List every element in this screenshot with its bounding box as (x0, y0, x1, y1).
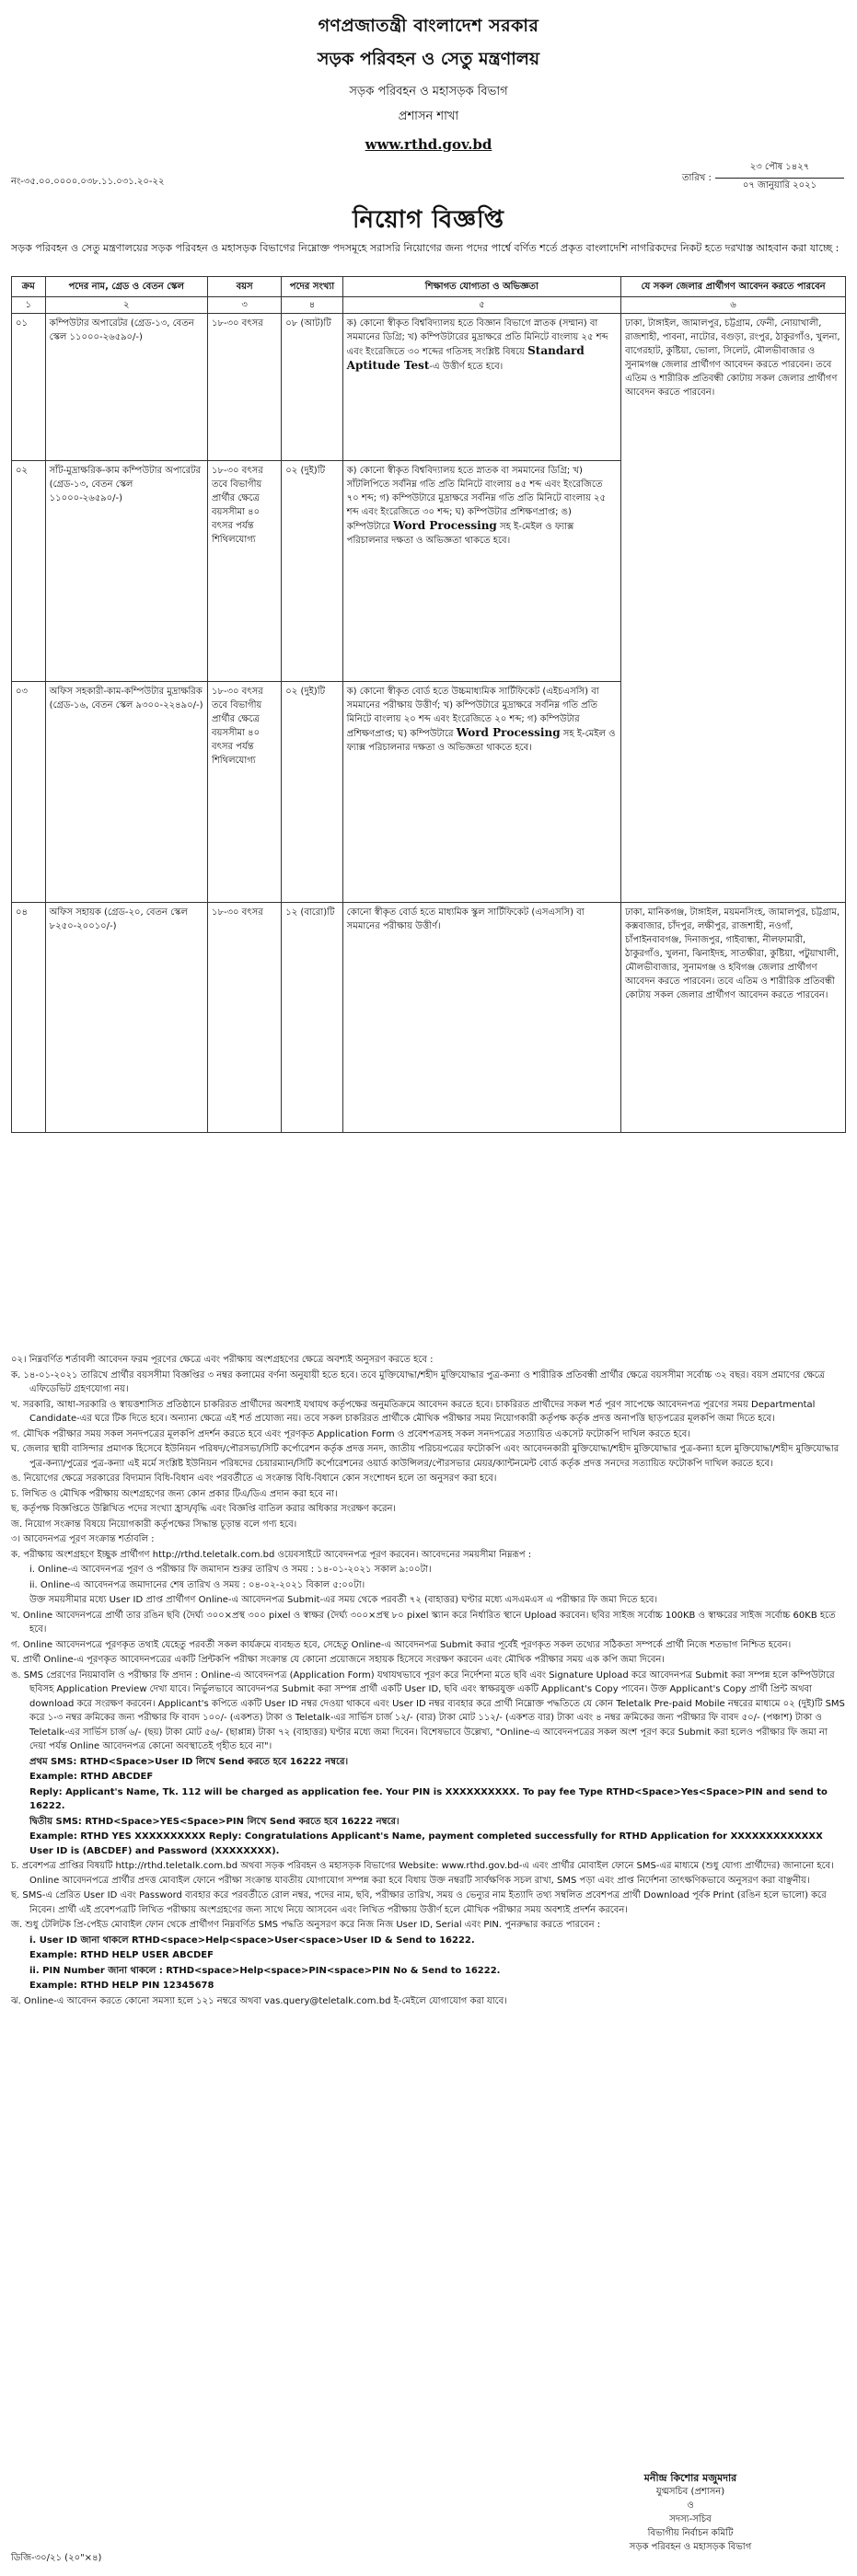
division-name: সড়ক পরিবহন ও মহাসড়ক বিভাগ (349, 85, 508, 98)
count-cell: ১২ (বারো)টি (282, 903, 342, 1133)
process-item: ছ. SMS-এ প্রেরিত User ID এবং Password ব্যবহার করে পরবর্তীতে রোল নম্বর, পদের নাম, ছবি, পরীক্ষার তারিখ, সময় ও ভেন্যুর নাম ইত্যাদি তথ্য সম্বলিত প্রবেশপত্র প্রার্থী Download পূর্বক Print (রঙিন হলে ভালো) করে নিবেন। প্রার্থী এই প্রবেশপত্রটি লিখিত পরীক্ষায় অংশগ্রহণের জন্য সাথে নিয়ে আসবেন এবং লিখিত পরীক্ষায় উত্তীর্ণ হলে মৌখিক পরীক্ষার সময় অবশ্যই প্রদর্শন করবেন। (11, 1890, 827, 1915)
process-item: চ. প্রবেশপত্র প্রাপ্তির বিষয়টি http://rthd.teletalk.com.bd অথবা সড়ক পরিবহন ও মহাসড়ক বিভাগের Website: www.rthd.gov.bd-এ এবং প্রার্থীর মোবাইল ফোনে SMS-এর মাধ্যমে (শুধু যোগ্য প্রার্থীদের) জানানো হবে। Online আবেদনপত্রে প্রার্থীর প্রদত্ত মোবাইল ফোনে পরীক্ষা সংক্রান্ত যাবতীয় যোগাযোগ সম্পন্ন করা হবে বিধায় উক্ত নম্বরটি সার্বক্ষণিক সচল রাখা, SMS পড়া এবং প্রাপ্ত নির্দেশনা তাৎক্ষণিকভাবে অনুসরণ করা বাঞ্ছনীয়। (11, 1861, 834, 1886)
num-cell: ৩ (207, 297, 281, 314)
qual-text: ক) কোনো স্বীকৃত বিশ্ববিদ্যালয় হতে বিজ্ঞান বিভাগে স্নাতক (সম্মান) বা সমমানের ডিগ্রি; খ) কম্পিউটারের মুদ্রাক্ষরে প্রতি মিনিটে বাংলায় ২৫ শব্দ এবং ইংরেজিতে ৩০ শব্দের গতিসহ সংশ্লিষ্ট বিষয়ে (346, 318, 608, 357)
process-item: i. Online-এ আবেদনপত্র পূরণ ও পরীক্ষার ফি জমাদান শুরুর তারিখ ও সময় : ১৪-০১-২০২১ সকাল ৯:০০টা। (29, 1565, 432, 1575)
reference-row (11, 155, 846, 191)
process-title: ৩। আবেদনপত্র পূরণ সংক্রান্ত শর্তাবলি : (11, 1534, 155, 1544)
table-header-row (12, 277, 846, 297)
table-number-row (12, 297, 846, 314)
col-serial: ক্রম (12, 277, 46, 297)
date-bangla: ২৩ পৌষ ১৪২৭ (715, 160, 844, 179)
process-item: ঙ. SMS প্রেরণের নিয়মাবলি ও পরীক্ষার ফি প্রদান : Online-এ আবেদনপত্র (Application Form) যথাযথভাবে পূরণ করে নির্দেশনা মতে ছবি এবং Signature Upload করে আবেদনপত্র Submit করা সম্পন্ন হলে কম্পিউটারে ছবিসহ Application Preview দেখা যাবে। নির্ভুলভাবে আবেদনপত্র Submit করা সম্পন্ন প্রার্থী একটি User ID, ছবি এবং স্বাক্ষরযুক্ত একটি Applicant's Copy পাবেন। উক্ত Applicant's Copy প্রার্থী প্রিন্ট অথবা download করে সংরক্ষণ করবেন। Applicant's কপিতে একটি User ID নম্বর দেওয়া থাকবে এবং User ID নম্বর ব্যবহার করে প্রার্থী নিম্নোক্ত পদ্ধতিতে যে কোন Teletalk Pre-paid Mobile নম্বরের মাধ্যমে ০২ (দুই)টি SMS করে ১-৩ নম্বর ক্রমিকের জন্য পরীক্ষার ফি বাবদ ১০০/- (একশত) টাকা ও Teletalk-এর সার্ভিস চার্জ ১২/- (বার) টাকা মোট ১১২/- (একশত বার) টাকা এবং ৪ নম্বর ক্রমিকের জন্য পরীক্ষার ফি বাবদ ৫০/- (পঞ্চাশ) টাকা ও Teletalk-এর সার্ভিস চার্জ ৬/- (ছয়) টাকা মোট ৫৬/- (ছাপ্পান্ন) টাকা ৭২ (বাহাত্তর) ঘণ্টার মধ্যে জমা দিবেন। বিশেষভাবে উল্লেখ্য, "Online-এ আবেদনপত্রের সকল অংশ পূরণ করে Submit করা হলেও পরীক্ষার ফি জমা না দেয়া পর্যন্ত Online আবেদনপত্র কোনো অবস্থাতেই গৃহীত হবে না"। (11, 1669, 845, 1751)
terms-section (11, 1353, 846, 2009)
post-cell: অফিস সহায়ক (গ্রেড-২০, বেতন স্কেল ৮২৫০-২০০১০/-) (45, 903, 207, 1133)
col-count: পদের সংখ্যা (282, 277, 342, 297)
age-cell: ১৮-৩০ বৎসর (207, 314, 281, 461)
signatory-role: সদস্য-সচিব (669, 2514, 712, 2524)
government-name: গণপ্রজাতন্ত্রী বাংলাদেশ সরকার (318, 16, 539, 36)
post-cell: অফিস সহকারী-কাম-কম্পিউটার মুদ্রাক্ষরিক (গ্রেড-১৬, বেতন স্কেল ৯৩০০-২২৪৯০/-) (45, 682, 207, 903)
serial-cell: ০১ (12, 314, 46, 461)
post-cell: সাঁট-মুদ্রাক্ষরিক-কাম কম্পিউটার অপারেটর (গ্রেড-১৩, বেতন স্কেল ১১০০০-২৬৫৯০/-) (45, 461, 207, 682)
signatory-committee: বিভাগীয় নির্বাচন কমিটি (647, 2528, 734, 2538)
count-cell: ০২ (দুই)টি (282, 682, 342, 903)
qual-text-end: সহ ই-মেইল ও ফ্যাক্স পরিচালনার দক্ষতা ও অভিজ্ঞতা থাকতে হবে। (346, 729, 616, 753)
website-link[interactable]: www.rthd.gov.bd (365, 136, 492, 153)
qualification-cell (342, 314, 620, 461)
sms-example: Example: RTHD YES XXXXXXXXXX Reply: Congratulations Applicant's Name, payment completed successfully for RTHD Application for XXXXXXXXXXXXX User ID is (ABCDEF) and Password (XXXXXXXX). (29, 1831, 823, 1856)
signatory-designation: যুগ্মসচিব (প্রশাসন) (655, 2487, 725, 2497)
qualification-cell: কোনো স্বীকৃত বোর্ড হতে মাধ্যমিক স্কুল সার্টিফিকেট (এসএসসি) বা সমমানের পরীক্ষায় উত্তীর্ণ। (342, 903, 620, 1133)
num-cell: ১ (12, 297, 46, 314)
qualification-cell (342, 461, 620, 682)
col-districts: যে সকল জেলার প্রার্থীগণ আবেদন করতে পারবেন (621, 277, 846, 297)
process-item: ঝ. Online-এ আবেদন করতে কোনো সমস্যা হলে ১২১ নম্বরে অথবা vas.query@teletalk.com.bd ই-মেইলে যোগাযোগ করা যাবে। (11, 1995, 507, 2006)
age-cell: ১৮-৩০ বৎসর তবে বিভাগীয় প্রার্থীর ক্ষেত্রে বয়সসীমা ৪০ বৎসর পর্যন্ত শিথিলযোগ্য (207, 461, 281, 682)
help-example: Example: RTHD HELP USER ABCDEF (29, 1950, 214, 1960)
qual-text-end: -এ উত্তীর্ণ হতে হবে। (429, 362, 504, 372)
num-cell: ৬ (621, 297, 846, 314)
qual-text: ক) কোনো স্বীকৃত বিশ্ববিদ্যালয় হতে স্নাতক বা সমমানের ডিগ্রি; খ) সাঁটলিপিতে সর্বনিম্ন গতি প্রতি মিনিটে বাংলায় ৪৫ শব্দ এবং ইংরেজিতে ৭০ শব্দ; গ) কম্পিউটারে মুদ্রাক্ষরে সর্বনিম্ন গতি প্রতি মিনিটে বাংলায় ২৫ শব্দ এবং ইংরেজিতে ৩০ শব্দ; ঘ) কম্পিউটার প্রশিক্ষণপ্রাপ্ত; ঙ) কম্পিউটারে (346, 466, 607, 532)
table-row (12, 903, 846, 1133)
term-item: ঙ. নিয়োগের ক্ষেত্রে সরকারের বিদ্যমান বিধি-বিধান এবং পরবর্তীতে এ সংক্রান্ত বিধি-বিধানে কোন সংশোধন হলে তা অনুসরণ করা হবে। (11, 1473, 497, 1484)
qualification-cell (342, 682, 620, 903)
table-row (12, 314, 846, 461)
serial-cell: ০৪ (12, 903, 46, 1133)
process-item: ঘ. প্রার্থী Online-এ পূরণকৃত আবেদনপত্রের একটি প্রিন্টকপি পরীক্ষা সংক্রান্ত যে কোনো প্রয়োজনে সহায়ক হিসেবে সংরক্ষণ করবেন এবং মৌখিক পরীক্ষার সময় এক কপি জমা দিবেন। (11, 1655, 665, 1665)
process-item: ক. পরীক্ষায় অংশগ্রহণে ইচ্ছুক প্রার্থীগণ http://rthd.teletalk.com.bd ওয়েবসাইটে আবেদনপত্র পূরণ করবেন। আবেদনের সময়সীমা নিম্নরূপ : (11, 1549, 532, 1560)
qual-text: ক) কোনো স্বীকৃত বোর্ড হতে উচ্চমাধ্যমিক সার্টিফিকেট (এইচএসসি) বা সমমানের পরীক্ষায় উত্তীর্ণ; খ) কম্পিউটারে মুদ্রাক্ষরে সর্বনিম্ন গতি প্রতি মিনিটে বাংলায় ২০ শব্দ এবং ইংরেজিতে ২০ শব্দ; গ) কম্পিউটার প্রশিক্ষণপ্রাপ্ত; ঘ) কম্পিউটারে (346, 687, 599, 739)
count-cell: ০৮ (আট)টি (282, 314, 342, 461)
districts-cell: ঢাকা, মানিকগঞ্জ, টাঙ্গাইল, ময়মনসিংহ, জামালপুর, চট্টগ্রাম, কক্সবাজার, চাঁদপুর, লক্ষীপুর, রাজশাহী, নওগাঁ, চাঁপাইনবাবগঞ্জ, দিনাজপুর, গাইবান্ধা, নীলফামারী, ঠাকুরগাঁও, খুলনা, ঝিনাইদহ, সাতক্ষীরা, কুষ্টিয়া, পটুয়াখালী, মৌলভীবাজার, সুনামগঞ্জ ও হবিগঞ্জ জেলার প্রার্থীগণ আবেদন করতে পারবেন। তবে এতিম ও শারীরিক প্রতিবন্ধী কোটায় সকল জেলার প্রার্থীগণ আবেদন করতে পারবেন। (621, 903, 846, 1133)
term-item: জ. নিয়োগ সংক্রান্ত বিষয়ে নিয়োগকারী কর্তৃপক্ষের সিদ্ধান্ত চূড়ান্ত বলে গণ্য হবে। (11, 1519, 297, 1530)
posts-table (11, 276, 846, 1133)
num-cell: ৪ (282, 297, 342, 314)
qual-english: Standard Aptitude Test (346, 344, 585, 372)
signature-block (552, 2471, 828, 2554)
signatory-name: মনীন্দ্র কিশোর মজুমদার (643, 2472, 737, 2484)
sms-reply: Reply: Applicant's Name, Tk. 112 will be charged as application fee. Your PIN is XXXXXXXXXX. To pay fee Type RTHD<Space>Yes<Space>PIN and send to 16222. (29, 1786, 828, 1811)
num-cell: ২ (45, 297, 207, 314)
qual-text-end: সহ ই-মেইল ও ফ্যাক্স পরিচালনার দক্ষতা ও অভিজ্ঞতা থাকতে হবে। (346, 522, 574, 546)
serial-cell: ০২ (12, 461, 46, 682)
help-step: i. User ID জানা থাকলে RTHD<space>Help<space>User<space>User ID & Send to 16222. (29, 1935, 475, 1946)
page-title: নিয়োগ বিজ্ঞপ্তি (353, 206, 504, 234)
districts-cell: ঢাকা, টাঙ্গাইল, জামালপুর, চট্টগ্রাম, ফেনী, নোয়াখালী, রাজশাহী, পাবনা, নাটোর, বগুড়া, রংপুর, ঠাকুরগাঁও, খুলনা, বাগেরহাট, কুষ্টিয়া, ভোলা, সিলেট, মৌলভীবাজার ও সুনামগঞ্জ জেলার প্রার্থীগণ আবেদন করতে পারবেন। তবে এতিম ও শারীরিক প্রতিবন্ধী কোটায় সকল জেলার প্রার্থীগণ আবেদন করতে পারবেন। (621, 314, 846, 903)
age-cell: ১৮-৩০ বৎসর (207, 903, 281, 1133)
term-item: গ. মৌখিক পরীক্ষার সময় সকল সনদপত্রের মূলকপি প্রদর্শন করতে হবে এবং পূরণকৃত Application Form ও প্রবেশপত্রসহ সকল সনদপত্রের সত্যায়িত একসেট ফটোকপি দাখিল করতে হবে। (11, 1428, 690, 1439)
help-step: ii. PIN Number জানা থাকলে : RTHD<space>Help<space>PIN<space>PIN No & Send to 16222. (29, 1965, 501, 1976)
sms-step: দ্বিতীয় SMS: RTHD<Space>YES<Space>PIN লিখে Send করতে হবে 16222 নম্বরে। (29, 1816, 400, 1827)
process-item: খ. Online আবেদনপত্রে প্রার্থী তার রঙিন ছবি (দৈর্ঘ্য ৩০০×প্রস্থ ৩০০ pixel ও স্বাক্ষর (দৈর্ঘ্য ৩০০×প্রস্থ ৮০ pixel স্ক্যান করে নির্ধারিত স্থানে Upload করবেন। ছবির সাইজ সর্বোচ্চ 100KB ও স্বাক্ষরের সাইজ সর্বোচ্চ 60KB হতে হবে। (11, 1610, 836, 1635)
qual-english: Word Processing (456, 726, 561, 739)
date-label: তারিখ : (682, 173, 712, 183)
col-age: বয়স (207, 277, 281, 297)
process-item: জ. শুধু টেলিটক প্রি-পেইড মোবাইল ফোন থেকে প্রার্থীগণ নিম্নবর্ণিত SMS পদ্ধতি অনুসরণ করে নিজ নিজ User ID, Serial এবং PIN. পুনরুদ্ধার করতে পারবেন : (11, 1920, 601, 1930)
term-item: ক. ১৪-০১-২০২১ তারিখে প্রার্থীর বয়সসীমা বিজ্ঞপ্তির ৩ নম্বর কলামের বর্ণনা অনুযায়ী হতে হবে। তবে মুক্তিযোদ্ধা/শহীদ মুক্তিযোদ্ধার পুত্র-কন্যা ও শারীরিক প্রতিবন্ধী প্রার্থীর ক্ষেত্রে বয়সসীমা সর্বোচ্চ ৩২ বছর। বয়স প্রমাণের ক্ষেত্রে এফিডেভিট গ্রহণযোগ্য নয়। (11, 1369, 825, 1394)
term-item: খ. সরকারি, আধা-সরকারি ও স্বায়ত্তশাসিত প্রতিষ্ঠানে চাকরিরত প্রার্থীদের অবশ্যই যথাযথ কর্তৃপক্ষের অনুমতিক্রমে আবেদন করতে হবে। চাকরিরত প্রার্থীদের সকল শর্ত পূরণ সাপেক্ষে আবেদনপত্র পূরণের সময় Departmental Candidate-এর ঘরে টিক দিতে হবে। অন্যান্য ক্ষেত্রে এই শর্ত প্রযোজ্য নয়। তবে সকল চাকরিরত প্রার্থীকে মৌখিক পরীক্ষার সময় নিয়োগকারী কর্তৃপক্ষ কর্তৃক প্রদত্ত অনাপত্তি ছাড়পত্রের মূলকপি জমা দিতে হবে। (11, 1399, 816, 1424)
signatory-office: সড়ক পরিবহন ও মহাসড়ক বিভাগ (629, 2542, 752, 2552)
col-qualification: শিক্ষাগত যোগ্যতা ও অভিজ্ঞতা (342, 277, 620, 297)
header (11, 13, 846, 153)
count-cell: ০২ (দুই)টি (282, 461, 342, 682)
branch-name: প্রশাসন শাখা (398, 110, 459, 123)
serial-cell: ০৩ (12, 682, 46, 903)
ministry-name: সড়ক পরিবহন ও সেতু মন্ত্রণালয় (317, 49, 540, 69)
process-item: গ. Online আবেদনপত্রে পূরণকৃত তথ্যই যেহেতু পরবর্তী সকল কার্যক্রমে ব্যবহৃত হবে, সেহেতু Online-এ আবেদনপত্র Submit করার পূর্বেই পূরণকৃত সকল তথ্যের সঠিকতা সম্পর্কে প্রার্থী নিজে শতভাগ নিশ্চিত হবেন। (11, 1639, 792, 1650)
sms-example: Example: RTHD ABCDEF (29, 1772, 154, 1782)
term-item: ঘ. জেলার স্থায়ী বাসিন্দার প্রমাণক হিসেবে ইউনিয়ন পরিষদ/পৌরসভা/সিটি কর্পোরেশন কর্তৃক প্রদত্ত সনদ, জাতীয় পরিচয়পত্রের ফটোকপি এবং আবেদনকারী মুক্তিযোদ্ধা/শহীদ মুক্তিযোদ্ধার পুত্র-কন্যা হলে মুক্তিযোদ্ধা/শহীদ মুক্তিযোদ্ধার পুত্র-কন্যা/পুত্রের পুত্র-কন্যা এই মর্মে সংশ্লিষ্ট ইউনিয়ন পরিষদের চেয়ারম্যান/সিটি কর্পোরেশনের ওয়ার্ড কাউন্সিলর/পৌরসভার মেয়র/ক্যান্টনমেন্ট বোর্ড কর্তৃক প্রদত্ত সনদের সত্যায়িত ফটোকপি দাখিল করতে হবে। (11, 1444, 840, 1469)
qual-english: Word Processing (392, 519, 497, 532)
num-cell: ৫ (342, 297, 620, 314)
signatory-and: ও (687, 2501, 694, 2511)
memo-number: নং-৩৫.০০.০০০০.০৩৮.১১.০৩১.২০-২২ (11, 177, 165, 187)
help-example: Example: RTHD HELP PIN 12345678 (29, 1981, 214, 1991)
process-item: ii. Online-এ আবেদনপত্র জমাদানের শেষ তারিখ ও সময় : ০৪-০২-২০২১ বিকাল ৫:০০টা। (29, 1579, 365, 1590)
intro-text: সড়ক পরিবহন ও সেতু মন্ত্রণালয়ের সড়ক পরিবহন ও মহাসড়ক বিভাগের নিম্নোক্ত পদসমূহে সরাসরি নিয়োগের জন্য পদের পার্শ্বে বর্ণিত শর্তে প্রকৃত বাংলাদেশি নাগরিকদের নিকট হতে দরখাস্ত আহবান করা যাচ্ছে : (11, 242, 840, 254)
post-cell: কম্পিউটার অপারেটর (গ্রেড-১৩, বেতন স্কেল ১১০০০-২৬৫৯০/-) (45, 314, 207, 461)
terms-intro: ০২। নিম্নবর্ণিত শর্তাবলী আবেদন ফরম পূরণের ক্ষেত্রে এবং পরীক্ষায় অংশগ্রহণের ক্ষেত্রে অবশ্যই অনুসরণ করতে হবে : (11, 1355, 434, 1365)
col-post: পদের নাম, গ্রেড ও বেতন স্কেল (45, 277, 207, 297)
footer-code: ডিজি-৩০/২১ (২০"×৪) (11, 2553, 102, 2563)
term-item: চ. লিখিত ও মৌখিক পরীক্ষায় অংশগ্রহণের জন্য কোন প্রকার টিএ/ডিএ প্রদান করা হবে না। (11, 1488, 338, 1499)
term-item: ছ. কর্তৃপক্ষ বিজ্ঞপ্তিতে উল্লিখিত পদের সংখ্যা হ্রাস/বৃদ্ধি এবং বিজ্ঞপ্তি বাতিল করার অধিকার সংরক্ষণ করেন। (11, 1504, 396, 1514)
process-item: উক্ত সময়সীমার মধ্যে User ID প্রাপ্ত প্রার্থীগণ Online-এ আবেদনপত্র Submit-এর সময় থেকে পরবর্তী ৭২ (বাহাত্তর) ঘণ্টার মধ্যে এসএমএস এ পরীক্ষার ফি জমা দিতে হবে। (29, 1595, 658, 1605)
age-cell: ১৮-৩০ বৎসর তবে বিভাগীয় প্রার্থীর ক্ষেত্রে বয়সসীমা ৪০ বৎসর পর্যন্ত শিথিলযোগ্য (207, 682, 281, 903)
sms-step: প্রথম SMS: RTHD<Space>User ID লিখে Send করতে হবে 16222 নম্বরে। (29, 1756, 349, 1767)
date-english: ০৭ জানুয়ারি ২০২১ (742, 180, 817, 191)
